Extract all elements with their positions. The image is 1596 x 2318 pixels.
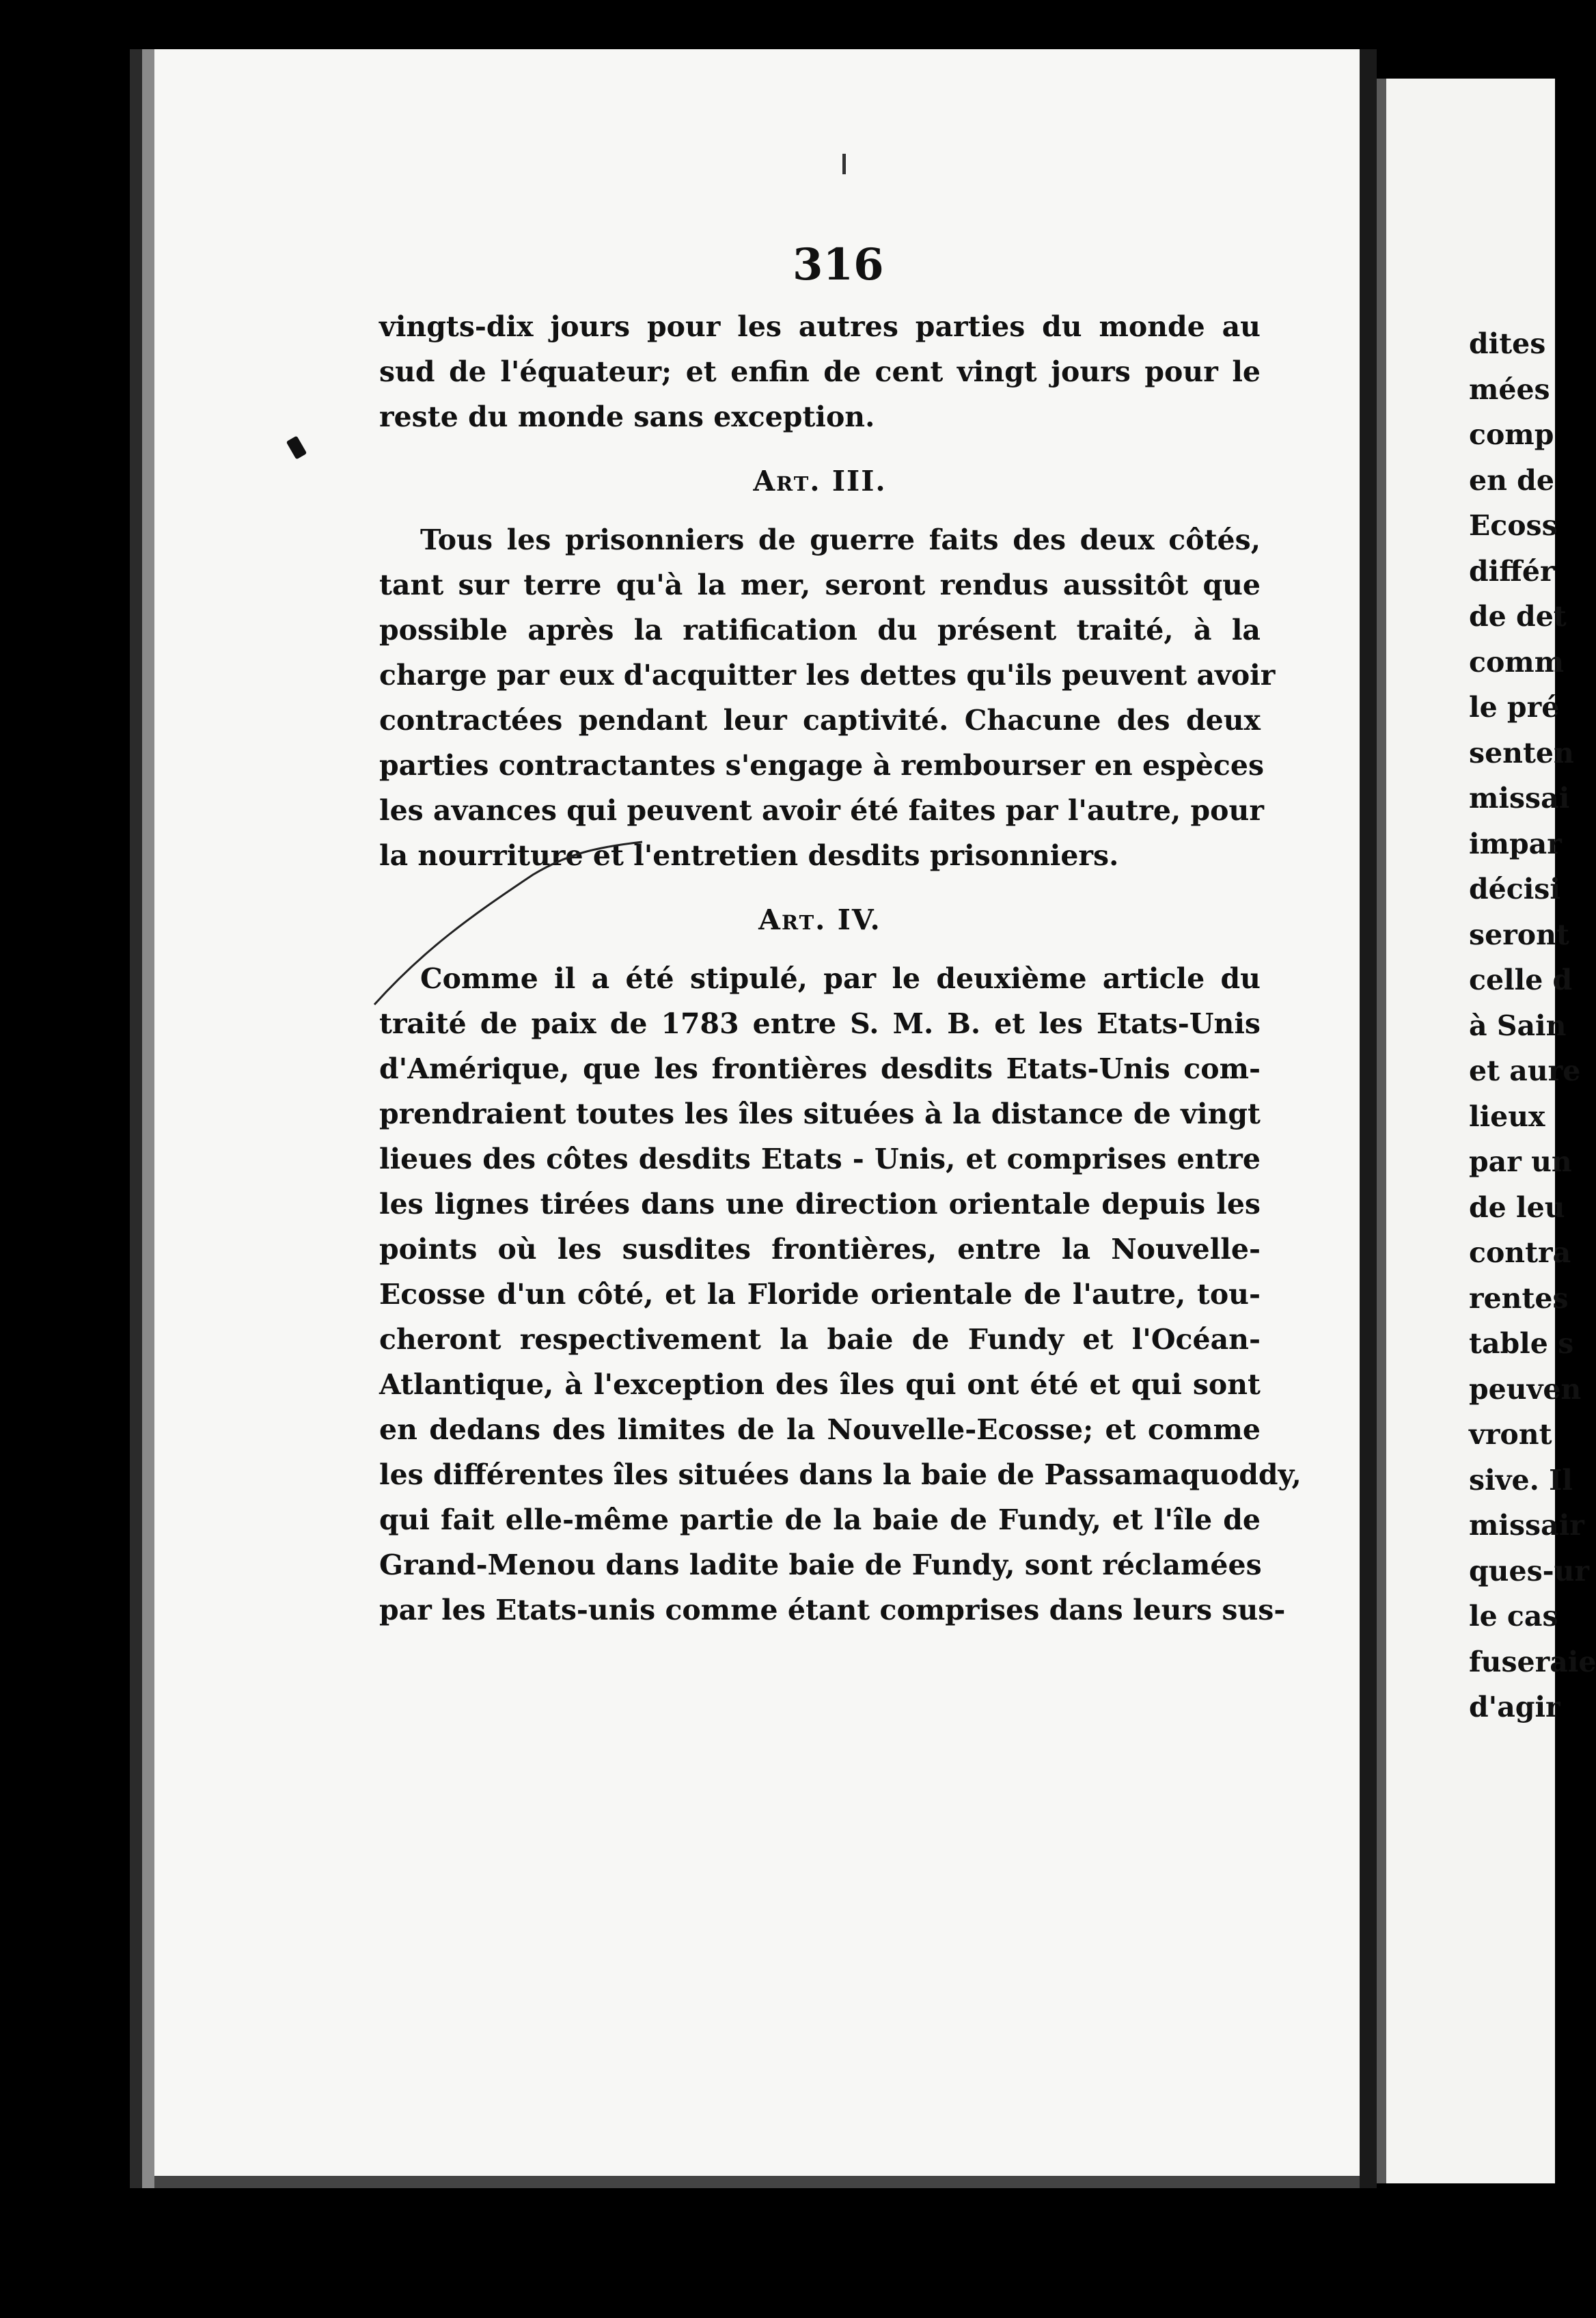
facing-page-line: missai <box>1469 782 1570 815</box>
text-line: Ecosse d'un côté, et la Floride orientale de l'autre, tou- <box>379 1278 1261 1311</box>
facing-page-line: peuven <box>1469 1372 1582 1406</box>
facing-page-line: de det <box>1469 600 1567 633</box>
facing-page-line: décisi <box>1469 873 1560 905</box>
text-line: points où les susdites frontières, entre la Nouvelle- <box>379 1233 1261 1266</box>
text-line: d'Amérique, que les frontières desdits Etats-Unis com- <box>379 1052 1261 1085</box>
text-line: lieues des côtes desdits Etats - Unis, et comprises entre <box>379 1143 1261 1175</box>
facing-page-line: vront <box>1469 1418 1552 1451</box>
facing-page-line: celle d <box>1469 964 1573 996</box>
text-line: la nourriture et l'entretien desdits prisonniers. <box>379 839 1119 872</box>
text-line: qui fait elle-même partie de la baie de Fundy, et l'île de <box>379 1503 1261 1536</box>
text-line: parties contractantes s'engage à rembourser en espèces <box>379 749 1265 782</box>
facing-page-line: différ <box>1469 554 1555 588</box>
paragraph-first-line: Tous les prisonniers de guerre faits des deux côtés, <box>420 523 1261 556</box>
text-line: en dedans des limites de la Nouvelle-Ecosse; et comme <box>379 1413 1261 1446</box>
facing-page-line: table s <box>1469 1327 1574 1360</box>
facing-page-line: seront <box>1469 918 1569 951</box>
text-line: vingts-dix jours pour les autres parties du monde au <box>379 310 1261 343</box>
facing-page-line: dites <box>1469 327 1546 360</box>
paragraph-first-line: Comme il a été stipulé, par le deuxième article du <box>420 962 1261 995</box>
text-line: traité de paix de 1783 entre S. M. B. et les Etats-Unis <box>379 1007 1261 1040</box>
facing-page-line: mées <box>1469 372 1550 406</box>
text-line: cheront respectivement la baie de Fundy et l'Océan- <box>379 1323 1261 1356</box>
text-line: par les Etats-unis comme étant comprises dans leurs sus- <box>379 1594 1286 1626</box>
facing-page-line: le cas <box>1469 1600 1558 1633</box>
text-line: les avances qui peuvent avoir été faites par l'autre, pour <box>379 794 1264 827</box>
text-line: reste du monde sans exception. <box>379 400 875 433</box>
facing-page-line: Ecoss <box>1469 509 1558 542</box>
text-line: sud de l'équateur; et enfin de cent vingt jours pour le <box>379 355 1261 388</box>
facing-page-line: ques-ur <box>1469 1554 1590 1587</box>
page-number: 316 <box>793 239 884 290</box>
facing-page-line: fuseraie <box>1469 1645 1596 1678</box>
facing-page-line: rentes <box>1469 1281 1569 1315</box>
text-line: les différentes îles situées dans la baie de Passamaquoddy, <box>379 1458 1302 1491</box>
article-heading: Art. III. <box>753 465 887 497</box>
page-gutter <box>1360 49 1377 2188</box>
text-line: contractées pendant leur captivité. Chacune des deux <box>379 704 1261 737</box>
facing-page-text <box>1469 321 1596 1730</box>
ink-tick-mark <box>842 154 846 174</box>
body-text <box>379 304 1302 1633</box>
facing-page-line: en de <box>1469 463 1554 497</box>
scan-left-border <box>0 0 130 2318</box>
facing-page-line: d'agir <box>1469 1691 1560 1723</box>
text-line: les lignes tirées dans une direction orientale depuis les <box>379 1188 1261 1221</box>
text-line: tant sur terre qu'à la mer, seront rendus aussitôt que <box>379 569 1261 601</box>
facing-page-line: missair <box>1469 1509 1584 1542</box>
text-line: charge par eux d'acquitter les dettes qu'ils peuvent avoir <box>379 659 1276 692</box>
facing-page-line: sive. Il <box>1469 1463 1573 1497</box>
text-line: possible après la ratification du présent traité, à la <box>379 614 1261 646</box>
facing-page-line: le pré <box>1469 691 1560 724</box>
facing-page-line: comp <box>1469 418 1554 451</box>
facing-page-line: contra <box>1469 1236 1571 1269</box>
facing-page-line: comm <box>1469 645 1565 679</box>
text-line: Grand-Menou dans ladite baie de Fundy, sont réclamées <box>379 1549 1262 1581</box>
facing-page-line: de leu <box>1469 1190 1565 1224</box>
facing-page-line: et aure <box>1469 1054 1581 1087</box>
text-line: prendraient toutes les îles situées à la distance de vingt <box>379 1097 1261 1130</box>
article-heading: Art. IV. <box>758 903 881 936</box>
facing-page-line: senten <box>1469 736 1574 769</box>
facing-page-line: à Sain <box>1469 1009 1567 1042</box>
facing-page-line: par un <box>1469 1145 1572 1178</box>
facing-page-line: impar <box>1469 827 1562 860</box>
text-line: Atlantique, à l'exception des îles qui ont été et qui sont <box>379 1368 1261 1401</box>
facing-page-line: lieux <box>1469 1100 1545 1133</box>
